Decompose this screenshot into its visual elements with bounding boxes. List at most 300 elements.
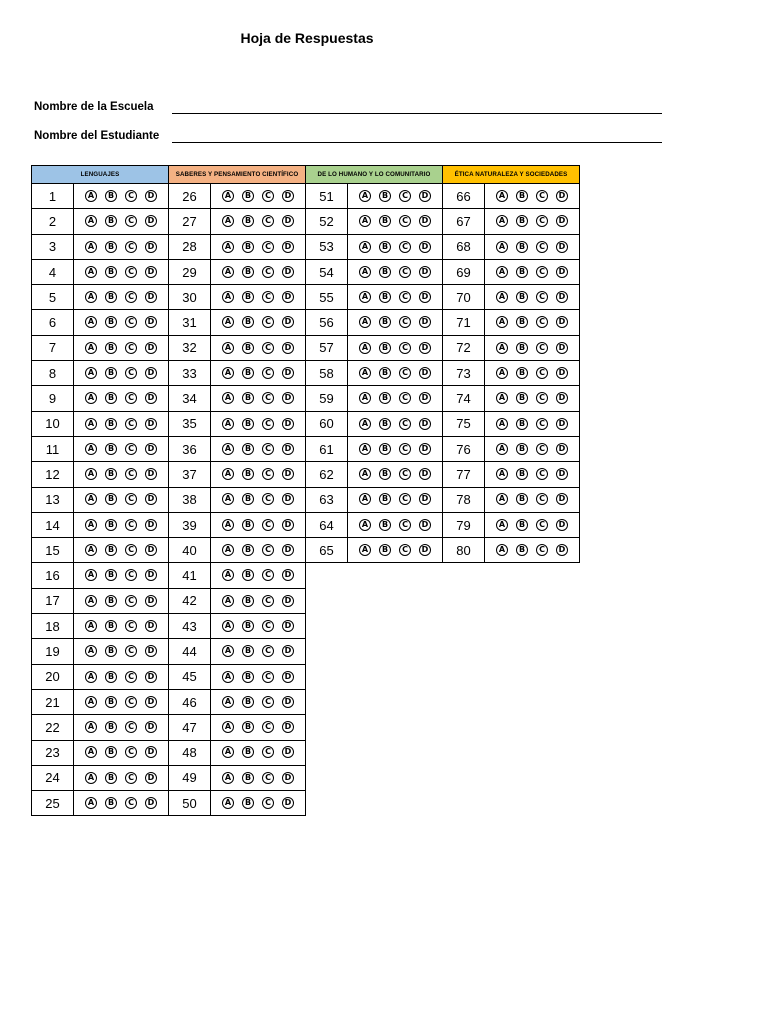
option-bubble-b[interactable]: B <box>242 443 254 455</box>
option-bubble-c[interactable]: C <box>399 544 411 556</box>
option-bubble-a[interactable]: A <box>496 241 508 253</box>
option-bubble-a[interactable]: A <box>222 367 234 379</box>
option-bubble-b[interactable]: B <box>105 342 117 354</box>
option-bubble-c[interactable]: C <box>125 721 137 733</box>
option-bubble-b[interactable]: B <box>105 291 117 303</box>
option-bubble-a[interactable]: A <box>222 443 234 455</box>
option-bubble-d[interactable]: D <box>145 241 157 253</box>
option-bubble-c[interactable]: C <box>125 746 137 758</box>
option-bubble-d[interactable]: D <box>282 696 294 708</box>
option-bubble-a[interactable]: A <box>222 671 234 683</box>
option-bubble-b[interactable]: B <box>242 215 254 227</box>
option-bubble-a[interactable]: A <box>85 671 97 683</box>
option-bubble-a[interactable]: A <box>85 595 97 607</box>
option-bubble-b[interactable]: B <box>516 468 528 480</box>
option-bubble-d[interactable]: D <box>556 493 568 505</box>
option-bubble-a[interactable]: A <box>85 392 97 404</box>
option-bubble-a[interactable]: A <box>222 190 234 202</box>
option-bubble-c[interactable]: C <box>125 696 137 708</box>
option-bubble-c[interactable]: C <box>125 569 137 581</box>
option-bubble-a[interactable]: A <box>359 241 371 253</box>
option-bubble-c[interactable]: C <box>536 493 548 505</box>
option-bubble-c[interactable]: C <box>262 671 274 683</box>
option-bubble-d[interactable]: D <box>145 291 157 303</box>
option-bubble-b[interactable]: B <box>516 266 528 278</box>
option-bubble-c[interactable]: C <box>262 721 274 733</box>
option-bubble-a[interactable]: A <box>222 215 234 227</box>
option-bubble-a[interactable]: A <box>85 772 97 784</box>
option-bubble-d[interactable]: D <box>556 316 568 328</box>
student-name-field[interactable] <box>172 142 662 143</box>
option-bubble-a[interactable]: A <box>359 215 371 227</box>
option-bubble-d[interactable]: D <box>145 392 157 404</box>
option-bubble-b[interactable]: B <box>242 797 254 809</box>
option-bubble-a[interactable]: A <box>222 266 234 278</box>
option-bubble-c[interactable]: C <box>262 493 274 505</box>
option-bubble-d[interactable]: D <box>282 645 294 657</box>
option-bubble-b[interactable]: B <box>105 569 117 581</box>
option-bubble-d[interactable]: D <box>145 342 157 354</box>
option-bubble-a[interactable]: A <box>222 746 234 758</box>
option-bubble-b[interactable]: B <box>379 342 391 354</box>
option-bubble-a[interactable]: A <box>496 468 508 480</box>
option-bubble-c[interactable]: C <box>262 797 274 809</box>
option-bubble-d[interactable]: D <box>282 569 294 581</box>
option-bubble-d[interactable]: D <box>282 595 294 607</box>
option-bubble-b[interactable]: B <box>242 392 254 404</box>
option-bubble-c[interactable]: C <box>262 620 274 632</box>
option-bubble-b[interactable]: B <box>516 544 528 556</box>
option-bubble-d[interactable]: D <box>282 443 294 455</box>
option-bubble-b[interactable]: B <box>105 595 117 607</box>
option-bubble-d[interactable]: D <box>145 367 157 379</box>
option-bubble-d[interactable]: D <box>419 493 431 505</box>
option-bubble-d[interactable]: D <box>419 418 431 430</box>
option-bubble-b[interactable]: B <box>105 190 117 202</box>
option-bubble-b[interactable]: B <box>516 519 528 531</box>
option-bubble-b[interactable]: B <box>379 544 391 556</box>
option-bubble-d[interactable]: D <box>556 418 568 430</box>
option-bubble-a[interactable]: A <box>496 291 508 303</box>
option-bubble-a[interactable]: A <box>85 493 97 505</box>
option-bubble-a[interactable]: A <box>359 493 371 505</box>
option-bubble-c[interactable]: C <box>125 367 137 379</box>
option-bubble-b[interactable]: B <box>379 316 391 328</box>
option-bubble-d[interactable]: D <box>556 266 568 278</box>
option-bubble-b[interactable]: B <box>516 241 528 253</box>
option-bubble-b[interactable]: B <box>379 418 391 430</box>
option-bubble-d[interactable]: D <box>556 241 568 253</box>
option-bubble-d[interactable]: D <box>282 620 294 632</box>
option-bubble-b[interactable]: B <box>105 468 117 480</box>
option-bubble-b[interactable]: B <box>242 190 254 202</box>
option-bubble-b[interactable]: B <box>516 392 528 404</box>
option-bubble-a[interactable]: A <box>359 342 371 354</box>
option-bubble-c[interactable]: C <box>262 190 274 202</box>
option-bubble-d[interactable]: D <box>282 291 294 303</box>
option-bubble-d[interactable]: D <box>419 241 431 253</box>
option-bubble-b[interactable]: B <box>242 620 254 632</box>
option-bubble-d[interactable]: D <box>145 418 157 430</box>
option-bubble-a[interactable]: A <box>496 215 508 227</box>
option-bubble-b[interactable]: B <box>379 468 391 480</box>
option-bubble-c[interactable]: C <box>536 443 548 455</box>
option-bubble-b[interactable]: B <box>105 797 117 809</box>
option-bubble-a[interactable]: A <box>359 468 371 480</box>
option-bubble-d[interactable]: D <box>282 772 294 784</box>
option-bubble-a[interactable]: A <box>359 392 371 404</box>
option-bubble-b[interactable]: B <box>105 671 117 683</box>
option-bubble-a[interactable]: A <box>359 418 371 430</box>
option-bubble-a[interactable]: A <box>222 772 234 784</box>
option-bubble-c[interactable]: C <box>536 190 548 202</box>
option-bubble-c[interactable]: C <box>536 519 548 531</box>
option-bubble-b[interactable]: B <box>379 443 391 455</box>
option-bubble-c[interactable]: C <box>262 215 274 227</box>
option-bubble-b[interactable]: B <box>379 392 391 404</box>
option-bubble-c[interactable]: C <box>125 418 137 430</box>
option-bubble-c[interactable]: C <box>125 620 137 632</box>
option-bubble-d[interactable]: D <box>145 519 157 531</box>
option-bubble-c[interactable]: C <box>125 797 137 809</box>
option-bubble-b[interactable]: B <box>105 241 117 253</box>
option-bubble-a[interactable]: A <box>85 418 97 430</box>
option-bubble-a[interactable]: A <box>359 519 371 531</box>
option-bubble-a[interactable]: A <box>222 696 234 708</box>
option-bubble-d[interactable]: D <box>556 544 568 556</box>
option-bubble-b[interactable]: B <box>516 367 528 379</box>
option-bubble-d[interactable]: D <box>556 291 568 303</box>
option-bubble-a[interactable]: A <box>359 266 371 278</box>
option-bubble-c[interactable]: C <box>399 367 411 379</box>
option-bubble-a[interactable]: A <box>222 493 234 505</box>
option-bubble-d[interactable]: D <box>145 595 157 607</box>
option-bubble-b[interactable]: B <box>105 620 117 632</box>
option-bubble-a[interactable]: A <box>85 746 97 758</box>
option-bubble-c[interactable]: C <box>262 595 274 607</box>
option-bubble-d[interactable]: D <box>419 215 431 227</box>
option-bubble-d[interactable]: D <box>145 671 157 683</box>
option-bubble-a[interactable]: A <box>222 468 234 480</box>
option-bubble-b[interactable]: B <box>242 367 254 379</box>
option-bubble-c[interactable]: C <box>399 266 411 278</box>
option-bubble-c[interactable]: C <box>399 443 411 455</box>
option-bubble-c[interactable]: C <box>536 418 548 430</box>
option-bubble-c[interactable]: C <box>536 342 548 354</box>
option-bubble-c[interactable]: C <box>536 544 548 556</box>
option-bubble-c[interactable]: C <box>536 468 548 480</box>
option-bubble-c[interactable]: C <box>262 569 274 581</box>
option-bubble-b[interactable]: B <box>516 215 528 227</box>
option-bubble-d[interactable]: D <box>145 493 157 505</box>
option-bubble-d[interactable]: D <box>145 620 157 632</box>
option-bubble-a[interactable]: A <box>222 291 234 303</box>
option-bubble-c[interactable]: C <box>125 190 137 202</box>
option-bubble-b[interactable]: B <box>242 671 254 683</box>
option-bubble-b[interactable]: B <box>242 721 254 733</box>
option-bubble-d[interactable]: D <box>556 519 568 531</box>
option-bubble-a[interactable]: A <box>85 316 97 328</box>
option-bubble-a[interactable]: A <box>496 367 508 379</box>
option-bubble-a[interactable]: A <box>496 190 508 202</box>
option-bubble-c[interactable]: C <box>262 645 274 657</box>
option-bubble-c[interactable]: C <box>262 772 274 784</box>
option-bubble-b[interactable]: B <box>379 493 391 505</box>
option-bubble-c[interactable]: C <box>399 493 411 505</box>
option-bubble-b[interactable]: B <box>105 493 117 505</box>
option-bubble-c[interactable]: C <box>536 316 548 328</box>
option-bubble-a[interactable]: A <box>496 316 508 328</box>
option-bubble-b[interactable]: B <box>242 493 254 505</box>
option-bubble-b[interactable]: B <box>242 241 254 253</box>
option-bubble-b[interactable]: B <box>105 215 117 227</box>
option-bubble-b[interactable]: B <box>105 544 117 556</box>
option-bubble-a[interactable]: A <box>359 291 371 303</box>
option-bubble-d[interactable]: D <box>419 342 431 354</box>
option-bubble-b[interactable]: B <box>105 443 117 455</box>
option-bubble-d[interactable]: D <box>419 392 431 404</box>
option-bubble-d[interactable]: D <box>145 190 157 202</box>
option-bubble-a[interactable]: A <box>496 342 508 354</box>
option-bubble-d[interactable]: D <box>282 797 294 809</box>
option-bubble-c[interactable]: C <box>262 266 274 278</box>
option-bubble-a[interactable]: A <box>85 443 97 455</box>
option-bubble-b[interactable]: B <box>379 519 391 531</box>
option-bubble-a[interactable]: A <box>496 493 508 505</box>
option-bubble-d[interactable]: D <box>145 215 157 227</box>
option-bubble-a[interactable]: A <box>85 797 97 809</box>
option-bubble-c[interactable]: C <box>399 291 411 303</box>
option-bubble-d[interactable]: D <box>145 797 157 809</box>
option-bubble-b[interactable]: B <box>242 291 254 303</box>
option-bubble-d[interactable]: D <box>419 468 431 480</box>
option-bubble-d[interactable]: D <box>419 291 431 303</box>
option-bubble-b[interactable]: B <box>379 241 391 253</box>
option-bubble-b[interactable]: B <box>242 569 254 581</box>
option-bubble-d[interactable]: D <box>145 544 157 556</box>
option-bubble-c[interactable]: C <box>399 316 411 328</box>
option-bubble-b[interactable]: B <box>242 342 254 354</box>
option-bubble-c[interactable]: C <box>536 367 548 379</box>
option-bubble-d[interactable]: D <box>282 241 294 253</box>
option-bubble-c[interactable]: C <box>125 291 137 303</box>
option-bubble-a[interactable]: A <box>222 620 234 632</box>
option-bubble-c[interactable]: C <box>125 241 137 253</box>
option-bubble-d[interactable]: D <box>145 569 157 581</box>
option-bubble-a[interactable]: A <box>496 544 508 556</box>
option-bubble-d[interactable]: D <box>282 367 294 379</box>
option-bubble-a[interactable]: A <box>359 443 371 455</box>
option-bubble-a[interactable]: A <box>222 418 234 430</box>
option-bubble-c[interactable]: C <box>262 443 274 455</box>
option-bubble-b[interactable]: B <box>105 696 117 708</box>
option-bubble-c[interactable]: C <box>262 241 274 253</box>
option-bubble-d[interactable]: D <box>419 367 431 379</box>
option-bubble-c[interactable]: C <box>536 215 548 227</box>
option-bubble-d[interactable]: D <box>419 266 431 278</box>
option-bubble-b[interactable]: B <box>379 367 391 379</box>
option-bubble-c[interactable]: C <box>125 671 137 683</box>
option-bubble-b[interactable]: B <box>105 266 117 278</box>
option-bubble-c[interactable]: C <box>262 418 274 430</box>
option-bubble-d[interactable]: D <box>145 772 157 784</box>
option-bubble-c[interactable]: C <box>125 645 137 657</box>
option-bubble-d[interactable]: D <box>282 190 294 202</box>
option-bubble-a[interactable]: A <box>85 544 97 556</box>
option-bubble-c[interactable]: C <box>399 215 411 227</box>
option-bubble-d[interactable]: D <box>556 443 568 455</box>
option-bubble-d[interactable]: D <box>282 342 294 354</box>
option-bubble-b[interactable]: B <box>105 316 117 328</box>
option-bubble-a[interactable]: A <box>85 367 97 379</box>
option-bubble-c[interactable]: C <box>125 519 137 531</box>
option-bubble-c[interactable]: C <box>262 392 274 404</box>
option-bubble-c[interactable]: C <box>262 342 274 354</box>
option-bubble-c[interactable]: C <box>399 519 411 531</box>
option-bubble-d[interactable]: D <box>282 544 294 556</box>
option-bubble-a[interactable]: A <box>85 291 97 303</box>
option-bubble-c[interactable]: C <box>262 468 274 480</box>
option-bubble-d[interactable]: D <box>556 190 568 202</box>
option-bubble-c[interactable]: C <box>262 367 274 379</box>
option-bubble-a[interactable]: A <box>222 316 234 328</box>
option-bubble-d[interactable]: D <box>145 266 157 278</box>
option-bubble-b[interactable]: B <box>242 746 254 758</box>
option-bubble-b[interactable]: B <box>242 519 254 531</box>
option-bubble-b[interactable]: B <box>242 696 254 708</box>
option-bubble-d[interactable]: D <box>282 746 294 758</box>
option-bubble-d[interactable]: D <box>419 544 431 556</box>
option-bubble-a[interactable]: A <box>222 721 234 733</box>
school-name-field[interactable] <box>172 113 662 114</box>
option-bubble-b[interactable]: B <box>516 316 528 328</box>
option-bubble-c[interactable]: C <box>399 241 411 253</box>
option-bubble-a[interactable]: A <box>85 696 97 708</box>
option-bubble-a[interactable]: A <box>359 367 371 379</box>
option-bubble-d[interactable]: D <box>556 468 568 480</box>
option-bubble-c[interactable]: C <box>262 746 274 758</box>
option-bubble-b[interactable]: B <box>242 266 254 278</box>
option-bubble-b[interactable]: B <box>242 595 254 607</box>
option-bubble-d[interactable]: D <box>556 392 568 404</box>
option-bubble-b[interactable]: B <box>105 772 117 784</box>
option-bubble-a[interactable]: A <box>85 190 97 202</box>
option-bubble-a[interactable]: A <box>496 266 508 278</box>
option-bubble-c[interactable]: C <box>536 241 548 253</box>
option-bubble-d[interactable]: D <box>145 696 157 708</box>
option-bubble-a[interactable]: A <box>222 241 234 253</box>
option-bubble-a[interactable]: A <box>359 316 371 328</box>
option-bubble-d[interactable]: D <box>145 645 157 657</box>
option-bubble-b[interactable]: B <box>105 392 117 404</box>
option-bubble-a[interactable]: A <box>85 645 97 657</box>
option-bubble-a[interactable]: A <box>359 190 371 202</box>
option-bubble-d[interactable]: D <box>556 342 568 354</box>
option-bubble-b[interactable]: B <box>379 215 391 227</box>
option-bubble-b[interactable]: B <box>242 316 254 328</box>
option-bubble-c[interactable]: C <box>399 342 411 354</box>
option-bubble-a[interactable]: A <box>222 544 234 556</box>
option-bubble-a[interactable]: A <box>222 797 234 809</box>
option-bubble-c[interactable]: C <box>262 291 274 303</box>
option-bubble-c[interactable]: C <box>125 443 137 455</box>
option-bubble-d[interactable]: D <box>145 443 157 455</box>
option-bubble-c[interactable]: C <box>125 468 137 480</box>
option-bubble-c[interactable]: C <box>399 392 411 404</box>
option-bubble-b[interactable]: B <box>242 645 254 657</box>
option-bubble-b[interactable]: B <box>242 418 254 430</box>
option-bubble-a[interactable]: A <box>222 595 234 607</box>
option-bubble-b[interactable]: B <box>379 190 391 202</box>
option-bubble-d[interactable]: D <box>282 468 294 480</box>
option-bubble-c[interactable]: C <box>262 519 274 531</box>
option-bubble-d[interactable]: D <box>145 721 157 733</box>
option-bubble-b[interactable]: B <box>105 645 117 657</box>
option-bubble-d[interactable]: D <box>556 367 568 379</box>
option-bubble-c[interactable]: C <box>125 342 137 354</box>
option-bubble-c[interactable]: C <box>125 215 137 227</box>
option-bubble-b[interactable]: B <box>516 443 528 455</box>
option-bubble-a[interactable]: A <box>85 215 97 227</box>
option-bubble-b[interactable]: B <box>242 772 254 784</box>
option-bubble-c[interactable]: C <box>262 544 274 556</box>
option-bubble-a[interactable]: A <box>359 544 371 556</box>
option-bubble-b[interactable]: B <box>516 493 528 505</box>
option-bubble-c[interactable]: C <box>536 291 548 303</box>
option-bubble-a[interactable]: A <box>85 241 97 253</box>
option-bubble-d[interactable]: D <box>145 746 157 758</box>
option-bubble-c[interactable]: C <box>262 696 274 708</box>
option-bubble-d[interactable]: D <box>419 316 431 328</box>
option-bubble-c[interactable]: C <box>125 316 137 328</box>
option-bubble-b[interactable]: B <box>105 519 117 531</box>
option-bubble-a[interactable]: A <box>496 392 508 404</box>
option-bubble-a[interactable]: A <box>222 645 234 657</box>
option-bubble-d[interactable]: D <box>556 215 568 227</box>
option-bubble-c[interactable]: C <box>125 772 137 784</box>
option-bubble-c[interactable]: C <box>125 595 137 607</box>
option-bubble-a[interactable]: A <box>85 468 97 480</box>
option-bubble-b[interactable]: B <box>516 190 528 202</box>
option-bubble-d[interactable]: D <box>419 190 431 202</box>
option-bubble-a[interactable]: A <box>85 519 97 531</box>
option-bubble-d[interactable]: D <box>282 721 294 733</box>
option-bubble-d[interactable]: D <box>145 468 157 480</box>
option-bubble-a[interactable]: A <box>222 392 234 404</box>
option-bubble-d[interactable]: D <box>282 266 294 278</box>
option-bubble-c[interactable]: C <box>125 266 137 278</box>
option-bubble-a[interactable]: A <box>496 443 508 455</box>
option-bubble-b[interactable]: B <box>242 544 254 556</box>
option-bubble-b[interactable]: B <box>516 342 528 354</box>
option-bubble-a[interactable]: A <box>85 620 97 632</box>
option-bubble-c[interactable]: C <box>125 493 137 505</box>
option-bubble-c[interactable]: C <box>536 392 548 404</box>
option-bubble-a[interactable]: A <box>85 569 97 581</box>
option-bubble-a[interactable]: A <box>222 342 234 354</box>
option-bubble-c[interactable]: C <box>399 468 411 480</box>
option-bubble-d[interactable]: D <box>282 215 294 227</box>
option-bubble-d[interactable]: D <box>282 519 294 531</box>
option-bubble-b[interactable]: B <box>379 291 391 303</box>
option-bubble-d[interactable]: D <box>282 316 294 328</box>
option-bubble-d[interactable]: D <box>282 493 294 505</box>
option-bubble-a[interactable]: A <box>222 569 234 581</box>
option-bubble-c[interactable]: C <box>399 418 411 430</box>
option-bubble-c[interactable]: C <box>125 544 137 556</box>
option-bubble-b[interactable]: B <box>516 418 528 430</box>
option-bubble-d[interactable]: D <box>282 418 294 430</box>
